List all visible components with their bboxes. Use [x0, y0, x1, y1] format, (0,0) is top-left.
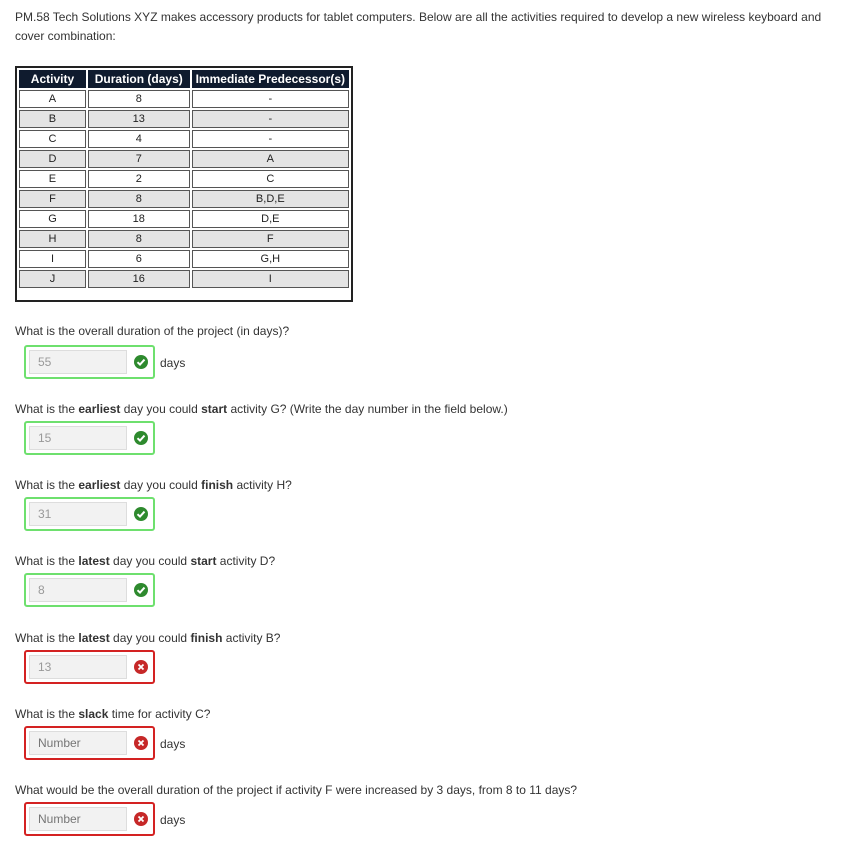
cell-duration: 8 [88, 190, 190, 208]
question-earliest-start-g: What is the earliest day you could start activity G? (Write the day number in the field below.) [15, 402, 508, 416]
question-earliest-finish-h: What is the earliest day you could finish activity H? [15, 478, 292, 492]
cell-activity: H [19, 230, 86, 248]
cell-duration: 13 [88, 110, 190, 128]
cell-activity: I [19, 250, 86, 268]
cell-predecessors: - [192, 130, 349, 148]
activity-table [15, 66, 353, 302]
cell-duration: 16 [88, 270, 190, 288]
cell-duration: 8 [88, 90, 190, 108]
unit-days: days [160, 813, 186, 827]
cell-activity: B [19, 110, 86, 128]
earliest-finish-h-input[interactable] [29, 502, 127, 526]
table-row [19, 150, 349, 168]
header-predecessors: Immediate Predecessor(s) [192, 70, 349, 88]
cell-activity: A [19, 90, 86, 108]
unit-days: days [160, 356, 186, 370]
answer-box-duration-f-increase [24, 802, 155, 836]
question-overall-duration: What is the overall duration of the project (in days)? [15, 324, 290, 338]
cell-duration: 7 [88, 150, 190, 168]
cell-activity: E [19, 170, 86, 188]
check-circle-icon [134, 583, 148, 597]
check-circle-icon [134, 431, 148, 445]
cell-predecessors: I [192, 270, 349, 288]
cell-predecessors: F [192, 230, 349, 248]
question-latest-finish-b: What is the latest day you could finish activity B? [15, 631, 281, 645]
cell-duration: 6 [88, 250, 190, 268]
earliest-start-g-input[interactable] [29, 426, 127, 450]
answer-box-earliest-start-g [24, 421, 155, 455]
unit-days: days [160, 737, 186, 751]
cell-predecessors: C [192, 170, 349, 188]
cell-activity: G [19, 210, 86, 228]
question-duration-f-increase: What would be the overall duration of the project if activity F were increased by 3 days, from 8 to 11 days? [15, 783, 578, 797]
table-row [19, 270, 349, 288]
cell-predecessors: A [192, 150, 349, 168]
cell-predecessors: G,H [192, 250, 349, 268]
cell-duration: 4 [88, 130, 190, 148]
cell-duration: 2 [88, 170, 190, 188]
x-circle-icon [134, 812, 148, 826]
x-circle-icon [134, 736, 148, 750]
table-row [19, 250, 349, 268]
cell-activity: D [19, 150, 86, 168]
cell-activity: C [19, 130, 86, 148]
answer-box-slack-c [24, 726, 155, 760]
duration-f-increase-input[interactable] [29, 807, 127, 831]
cell-activity: F [19, 190, 86, 208]
answer-box-overall-duration [24, 345, 155, 379]
cell-predecessors: - [192, 110, 349, 128]
table-row [19, 230, 349, 248]
cell-duration: 8 [88, 230, 190, 248]
question-slack-c: What is the slack time for activity C? [15, 707, 211, 721]
latest-finish-b-input[interactable] [29, 655, 127, 679]
slack-c-input[interactable] [29, 731, 127, 755]
cell-predecessors: - [192, 90, 349, 108]
question-latest-start-d: What is the latest day you could start activity D? [15, 554, 276, 568]
table-row [19, 210, 349, 228]
answer-box-earliest-finish-h [24, 497, 155, 531]
latest-start-d-input[interactable] [29, 578, 127, 602]
table-row [19, 130, 349, 148]
cell-duration: 18 [88, 210, 190, 228]
check-circle-icon [134, 355, 148, 369]
x-circle-icon [134, 660, 148, 674]
cell-predecessors: D,E [192, 210, 349, 228]
answer-box-latest-start-d [24, 573, 155, 607]
table-row [19, 170, 349, 188]
answer-box-latest-finish-b [24, 650, 155, 684]
header-duration: Duration (days) [88, 70, 190, 88]
table-row [19, 90, 349, 108]
header-activity: Activity [19, 70, 86, 88]
cell-predecessors: B,D,E [192, 190, 349, 208]
overall-duration-input[interactable] [29, 350, 127, 374]
table-row [19, 110, 349, 128]
table-row [19, 190, 349, 208]
cell-activity: J [19, 270, 86, 288]
problem-intro: PM.58 Tech Solutions XYZ makes accessory products for tablet computers. Below are all the activities required to develop a new wireless keyboard and cover combination: [15, 10, 822, 43]
check-circle-icon [134, 507, 148, 521]
